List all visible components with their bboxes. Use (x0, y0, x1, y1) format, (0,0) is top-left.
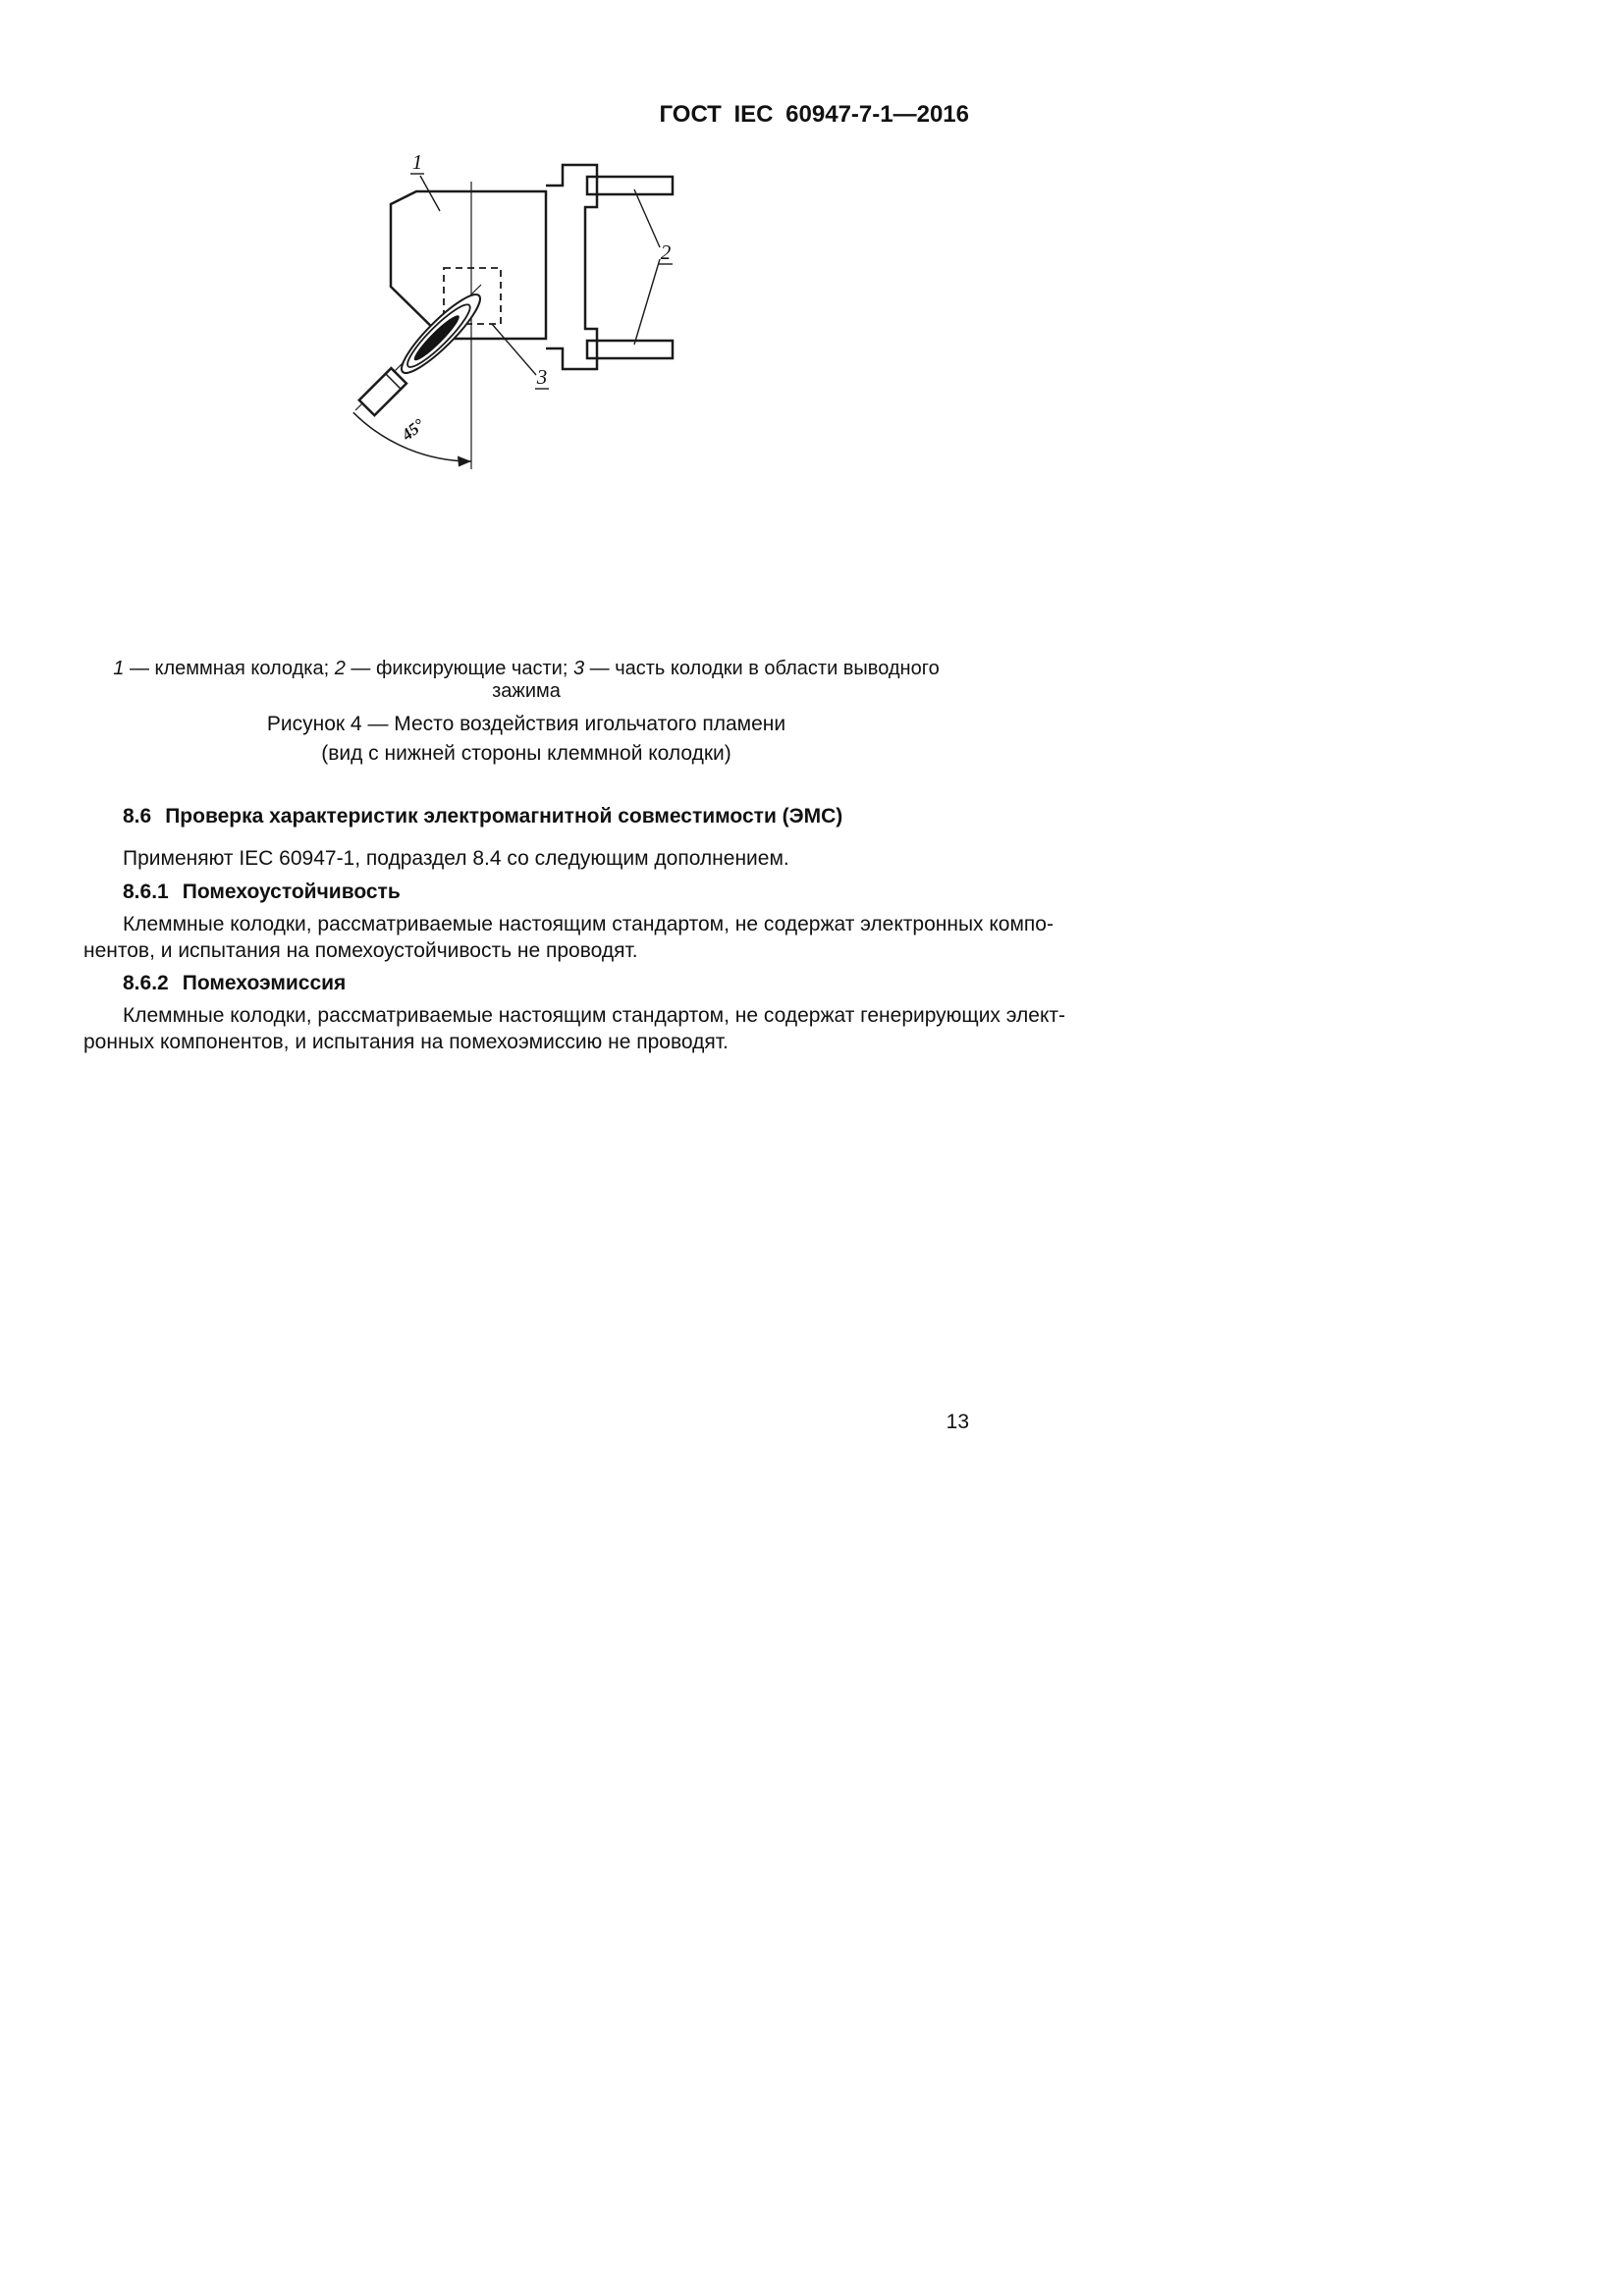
paragraph-line: Клеммные колодки, рассматриваемые настоящим стандартом, не содержат генерирующих элект- (123, 1004, 1065, 1027)
legend-dash-1: — (124, 658, 155, 679)
legend-item-3-num: 3 (572, 658, 585, 679)
legend-item-2-text: фиксирующие части (375, 658, 563, 679)
section-8-6-2-title: Помехоэмиссия (182, 972, 347, 994)
rail-bottom-flange (587, 341, 673, 358)
page-number: 13 (946, 1411, 969, 1433)
callout-1-label: 1 (411, 150, 423, 174)
paragraph-line: нентов, и испытания на помехоустойчивость не проводят. (83, 939, 638, 962)
figure-legend (83, 658, 969, 703)
legend-sep-2: ; (562, 658, 573, 679)
figure-caption (83, 710, 969, 769)
angle-arrowhead (458, 456, 471, 467)
section-8-6-paragraph (83, 845, 969, 872)
needle-flame-diagram (334, 142, 697, 486)
section-8-6-1-paragraph (83, 911, 1054, 964)
section-8-6-2-paragraph (83, 1002, 1065, 1055)
figure-caption-line1: Рисунок 4 — Место воздействия игольчатого пламени (266, 713, 786, 735)
document-body (83, 803, 1065, 1055)
section-8-6-number: 8.6 (123, 805, 152, 828)
section-8-6-1-heading (83, 879, 969, 905)
callout-2-leader-bottom (634, 259, 660, 345)
section-8-6-1-number: 8.6.1 (123, 881, 169, 903)
callout-2-leader-top (634, 189, 660, 247)
callout-2-label: 2 (660, 240, 672, 264)
paragraph-line: ронных компонентов, и испытания на помехоэмиссию не проводят. (83, 1031, 729, 1053)
rail-top-flange (587, 177, 673, 194)
section-8-6-1-title: Помехоустойчивость (182, 881, 401, 903)
paragraph-line: Клеммные колодки, рассматриваемые настоящим стандартом, не содержат электронных компо- (123, 913, 1054, 935)
legend-item-3-text: часть колодки в области выводного зажима (492, 658, 940, 702)
document-header: ГОСТ IEC 60947-7-1—2016 (659, 101, 969, 128)
legend-item-1-num: 1 (113, 658, 125, 679)
section-8-6-2-number: 8.6.2 (123, 972, 169, 994)
figure-4-area (334, 142, 697, 486)
section-8-6-heading (83, 803, 969, 829)
legend-item-2-num: 2 (334, 658, 346, 679)
section-8-6-title: Проверка характеристик электромагнитной совместимости (ЭМС) (165, 805, 843, 828)
burner-tube (359, 368, 406, 415)
section-8-6-2-heading (83, 970, 969, 996)
legend-sep-1: ; (323, 658, 335, 679)
paragraph-line: Применяют IEC 60947-1, подраздел 8.4 со следующим дополнением. (123, 847, 789, 870)
legend-dash-3: — (584, 658, 616, 679)
legend-item-1-text: клеммная колодка (154, 658, 324, 679)
angle-label: 45° (398, 414, 428, 445)
callout-3-label: 3 (536, 365, 548, 389)
legend-dash-2: — (345, 658, 376, 679)
figure-caption-line2: (вид с нижней стороны клеммной колодки) (321, 742, 731, 765)
